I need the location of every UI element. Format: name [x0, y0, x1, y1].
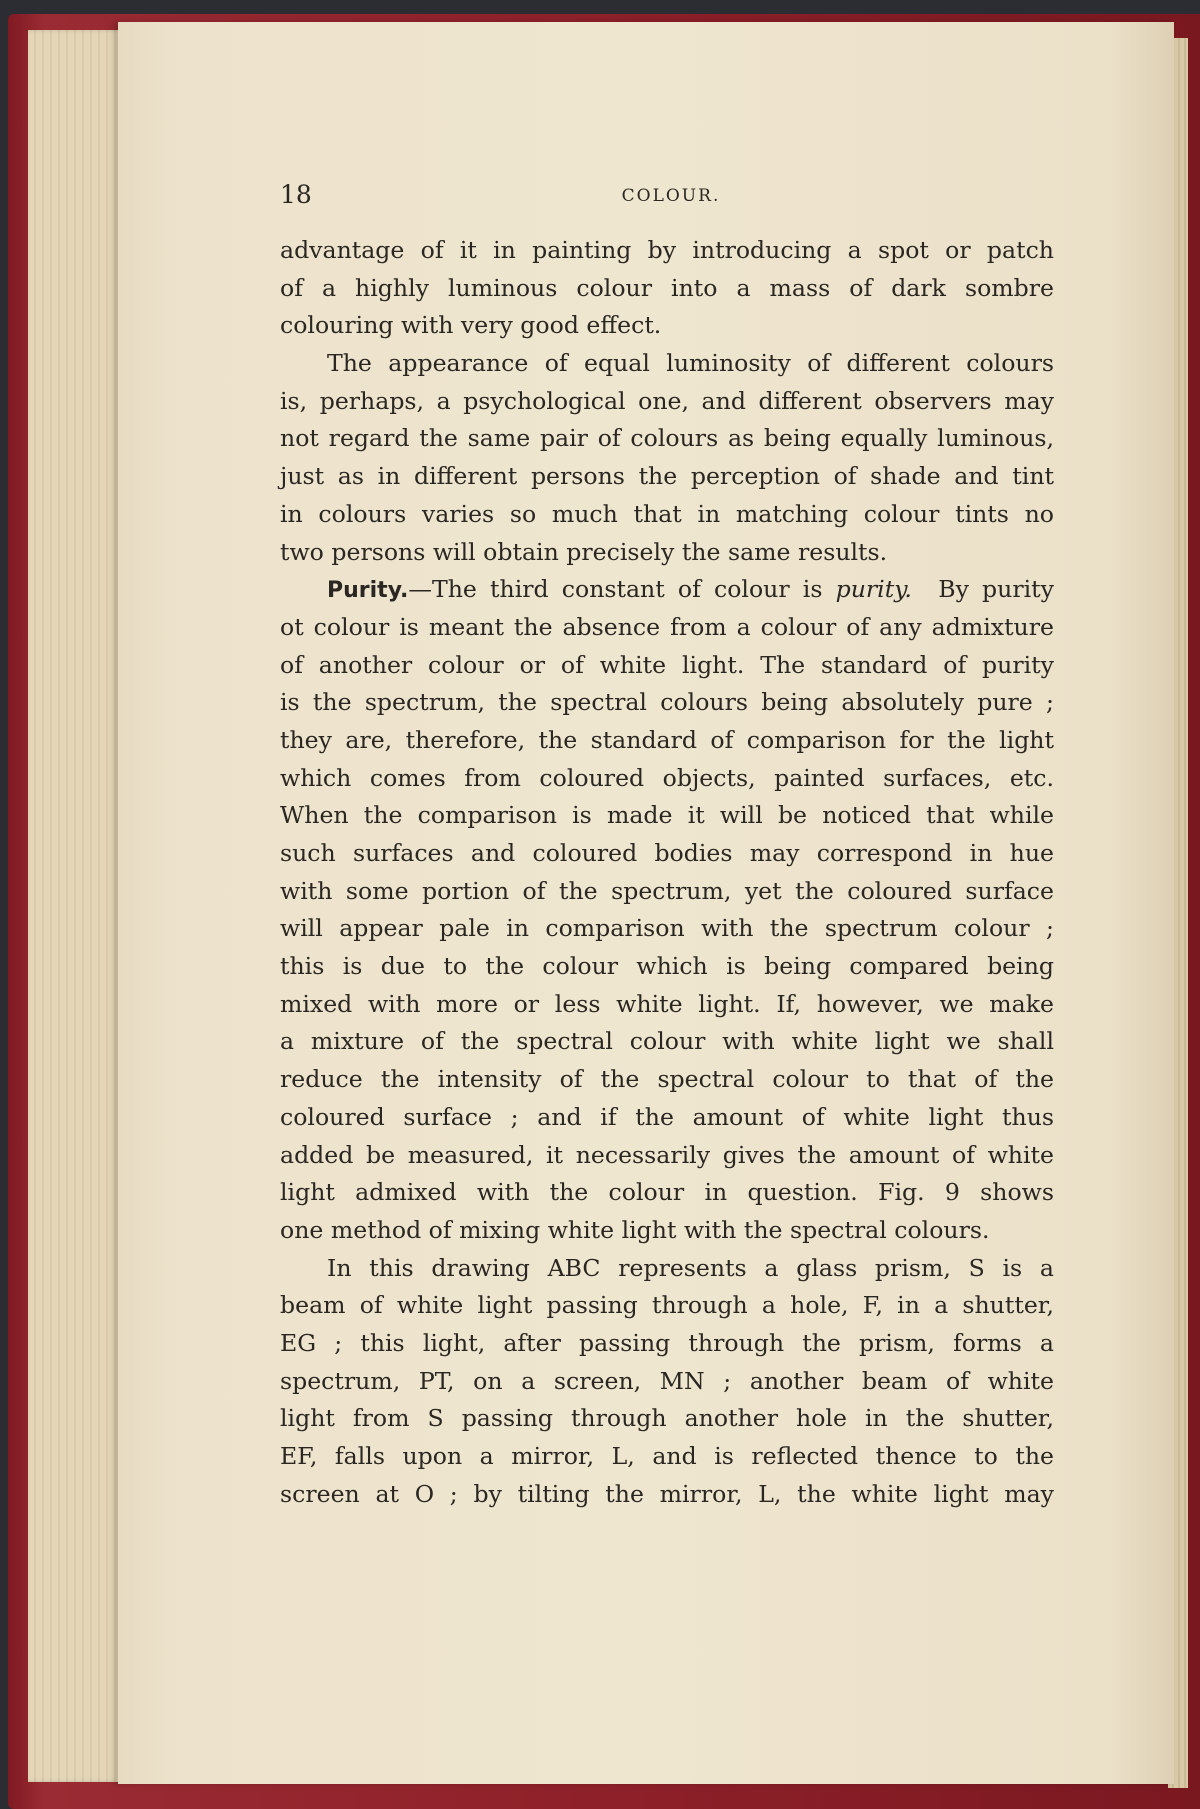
text-line: light from S passing through another hole in the shutter,: [280, 1404, 1054, 1433]
text-line: coloured surface ; and if the amount of white light thus: [280, 1102, 1054, 1131]
purity-first-line: [280, 571, 1054, 609]
text-line: just as in different persons the perception of shade and tint: [280, 462, 1054, 491]
text-line: is the spectrum, the spectral colours being absolutely pure ;: [280, 688, 1054, 717]
text-line: screen at O ; by tilting the mirror, L, the white light may: [280, 1479, 1054, 1508]
text-line: in colours varies so much that in matching colour tints no: [280, 499, 1054, 528]
page-number: 18: [280, 180, 312, 209]
purity-text-after-italic: By purity: [911, 575, 1054, 604]
text-line: light admixed with the colour in question. Fig. 9 shows: [280, 1178, 1054, 1207]
text-line: advantage of it in painting by introducing a spot or patch: [280, 236, 1054, 264]
text-line: not regard the same pair of colours as being equally luminous,: [280, 424, 1054, 453]
text-line: one method of mixing white light with the spectral colours.: [280, 1215, 990, 1244]
text-line: a mixture of the spectral colour with white light we shall: [280, 1027, 1054, 1056]
text-line: EF, falls upon a mirror, L, and is reflected thence to the: [280, 1442, 1054, 1470]
text-line: this is due to the colour which is being compared being: [280, 952, 1054, 981]
purity-text-before-italic: —The third constant of colour is: [408, 575, 836, 604]
text-line: of another colour or of white light. The standard of purity: [280, 650, 1054, 679]
running-head: COLOUR.: [621, 186, 721, 206]
text-line: When the comparison is made it will be noticed that while: [280, 801, 1054, 830]
text-line: of a highly luminous colour into a mass of dark sombre: [280, 273, 1054, 302]
text-line: is, perhaps, a psychological one, and different observers may: [280, 386, 1054, 415]
text-line: with some portion of the spectrum, yet the coloured surface: [280, 876, 1054, 905]
text-line: reduce the intensity of the spectral colour to that of the: [280, 1065, 1054, 1094]
purity-runin-heading: Purity.: [327, 578, 409, 604]
purity-italic-term: purity.: [835, 575, 912, 604]
text-line: spectrum, PT, on a screen, MN ; another beam of white: [280, 1366, 1054, 1395]
text-line: mixed with more or less white light. If, however, we make: [280, 989, 1054, 1018]
text-line: The appearance of equal luminosity of different colours: [327, 349, 1054, 378]
text-line: In this drawing ABC represents a glass prism, S is a: [327, 1253, 1054, 1282]
text-line: ot colour is meant the absence from a colour of any admixture: [280, 612, 1054, 641]
text-line: beam of white light passing through a hole, F, in a shutter,: [280, 1291, 1054, 1320]
text-line: such surfaces and coloured bodies may correspond in hue: [280, 839, 1054, 867]
text-line: EG ; this light, after passing through the prism, forms a: [280, 1328, 1054, 1357]
text-line: which comes from coloured objects, painted surfaces, etc.: [280, 763, 1054, 792]
text-line: colouring with very good effect.: [280, 311, 662, 340]
page-header: [280, 180, 1062, 220]
page-edges-left: [28, 30, 128, 1782]
text-line: will appear pale in comparison with the spectrum colour ;: [280, 914, 1054, 943]
text-line: they are, therefore, the standard of comparison for the light: [280, 725, 1054, 754]
body-text: [280, 232, 1054, 1513]
text-line: added be measured, it necessarily gives the amount of white: [280, 1140, 1054, 1169]
text-line: two persons will obtain precisely the same results.: [280, 537, 888, 566]
